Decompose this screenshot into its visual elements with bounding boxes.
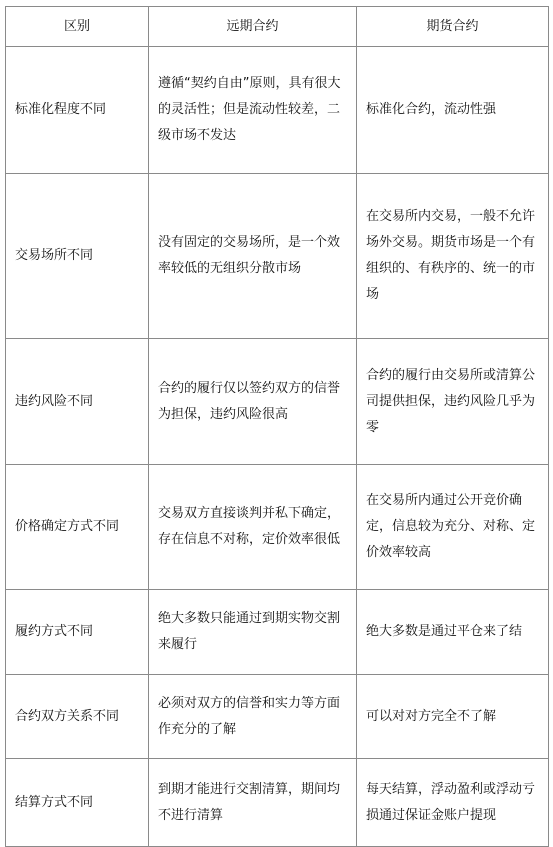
forward-cell: 绝大多数只能通过到期实物交割来履行 [149, 590, 357, 675]
table-row [6, 465, 549, 590]
row-label: 结算方式不同 [6, 759, 149, 847]
table-row [6, 174, 549, 339]
header-difference: 区别 [6, 7, 149, 47]
forward-cell: 没有固定的交易场所，是一个效率较低的无组织分散市场 [149, 174, 357, 339]
table-row [6, 339, 549, 465]
forward-cell: 交易双方直接谈判并私下确定，存在信息不对称，定价效率很低 [149, 465, 357, 590]
row-label: 违约风险不同 [6, 339, 149, 465]
row-label: 履约方式不同 [6, 590, 149, 675]
header-futures-contract: 期货合约 [357, 7, 549, 47]
futures-cell: 标准化合约，流动性强 [357, 47, 549, 174]
row-label: 交易场所不同 [6, 174, 149, 339]
header-forward-contract: 远期合约 [149, 7, 357, 47]
table-row [6, 47, 549, 174]
forward-cell: 合约的履行仅以签约双方的信誉为担保，违约风险很高 [149, 339, 357, 465]
futures-cell: 绝大多数是通过平仓来了结 [357, 590, 549, 675]
futures-cell: 每天结算，浮动盈利或浮动亏损通过保证金账户提现 [357, 759, 549, 847]
forward-cell: 必须对双方的信誉和实力等方面作充分的了解 [149, 675, 357, 759]
table-row [6, 675, 549, 759]
table-row [6, 759, 549, 847]
futures-cell: 合约的履行由交易所或清算公司提供担保，违约风险几乎为零 [357, 339, 549, 465]
header-row [6, 7, 549, 47]
forward-cell: 遵循“契约自由”原则，具有很大的灵活性；但是流动性较差，二级市场不发达 [149, 47, 357, 174]
forward-cell: 到期才能进行交割清算，期间均不进行清算 [149, 759, 357, 847]
row-label: 标准化程度不同 [6, 47, 149, 174]
comparison-table [5, 6, 549, 847]
row-label: 价格确定方式不同 [6, 465, 149, 590]
futures-cell: 在交易所内交易，一般不允许场外交易。期货市场是一个有组织的、有秩序的、统一的市场 [357, 174, 549, 339]
futures-cell: 在交易所内通过公开竞价确定，信息较为充分、对称、定价效率较高 [357, 465, 549, 590]
row-label: 合约双方关系不同 [6, 675, 149, 759]
futures-cell: 可以对对方完全不了解 [357, 675, 549, 759]
table-row [6, 590, 549, 675]
